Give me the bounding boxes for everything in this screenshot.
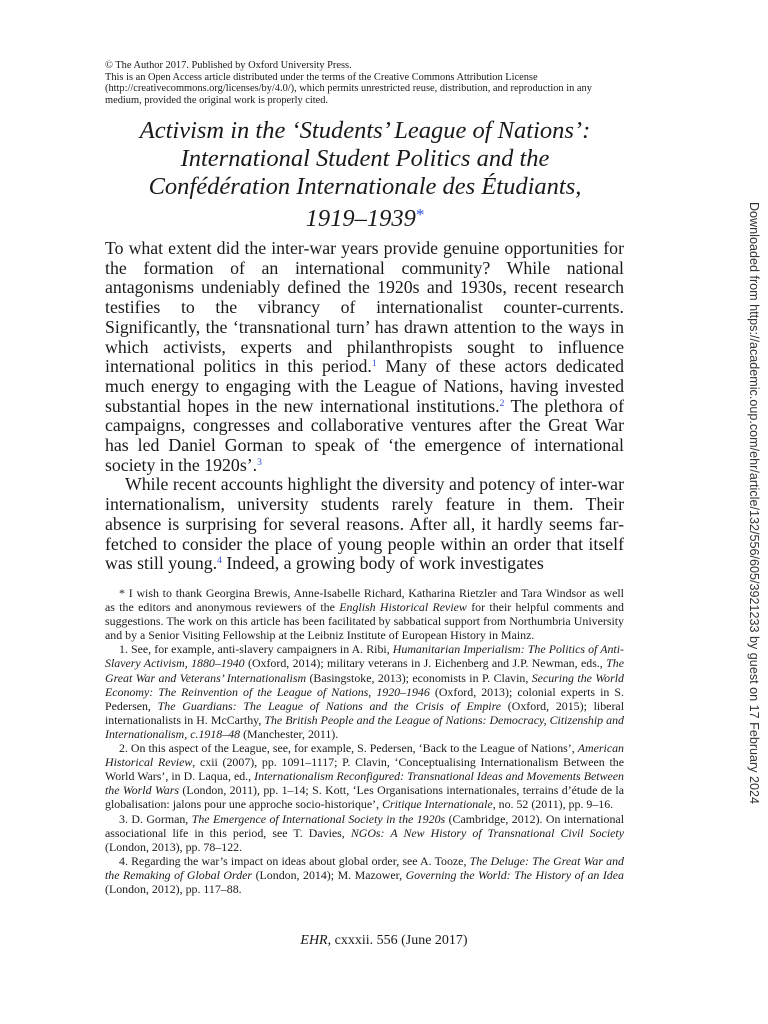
copyright-line: © The Author 2017. Published by Oxford University Press. [105, 60, 352, 71]
title-line-2: International Student Politics and the [180, 145, 550, 172]
title-line-1: Activism in the ‘Students’ League of Nations’: [139, 117, 591, 144]
license-text: This is an Open Access article distributed under the terms of the Creative Commons Attribution License (http://creativecommons.org/licenses/by/4.0/), which permits unrestricted reuse, distribution, and reproduction in any medium, provided the original work is properly cited. [105, 71, 592, 106]
footnote-ref-2[interactable]: 2 [499, 398, 505, 409]
article-body [105, 239, 624, 574]
body-text-segment: The plethora of campaigns, congresses and collaborative ventures after the Great War has led Daniel Gorman to speak of ‘the emergence of international society in the 1920s’. [105, 395, 624, 475]
download-note: Downloaded from https://academic.oup.com/ehr/article/132/556/605/3921233 by guest on 17 February 2024 [747, 201, 761, 805]
body-text-segment: To what extent did the inter-war years provide genuine opportunities for the formation of an international community? While national antagonisms undeniably defined the 1920s and 1930s, recent research testifies to the vibrancy of internationalist counter-currents. Significantly, the ‘transnational turn’ has drawn attention to the ways in which activists, experts and philanthropists sought to influence international politics in this period. [105, 238, 624, 377]
article-title [105, 117, 625, 233]
title-years: 1919–1939 [305, 205, 416, 232]
title-line-4 [105, 201, 625, 233]
page-footer [0, 933, 768, 949]
body-paragraph-2 [105, 475, 624, 574]
title-line-3: Confédération Internationale des Étudiants, [148, 173, 582, 200]
body-text-segment: Indeed, a growing body of work investigates [221, 553, 544, 574]
journal-abbrev: EHR [300, 933, 328, 948]
title-footnote-marker[interactable]: * [415, 205, 425, 224]
footnotes [105, 586, 624, 896]
download-watermark [744, 201, 764, 805]
issue-info: , cxxxii. 556 (June 2017) [327, 933, 468, 948]
footnote-2: 2. On this aspect of the League, see, for example, S. Pedersen, ‘Back to the League of Nations’, American Historical Review, cxii (2007), pp. 1091–1117; P. Clavin, ‘Conceptualising Internationalism Between the World Wars’, in D. Laqua, ed., Internationalism Reconfigured: Transnational Ideas and Movements Between the World Wars (London, 2011), pp. 1–14; S. Kott, ‘Les Organisations internationales, terrains d’étude de la globalisation: jalons pour une approche socio-historique’, Critique Internationale, no. 52 (2011), pp. 9–16. [105, 741, 624, 812]
footnote-acknowledgement: * I wish to thank Georgina Brewis, Anne-Isabelle Richard, Katharina Rietzler and Tara Windsor as well as the editors and anonymous reviewers of the English Historical Review for their helpful comments and suggestions. The work on this article has been facilitated by sabbatical support from Northumbria University and by a Senior Visiting Fellowship at the Leibniz Institute of European History in Mainz. [105, 586, 624, 643]
footnote-3: 3. D. Gorman, The Emergence of International Society in the 1920s (Cambridge, 2012). On international associational life in this period, see T. Davies, NGOs: A New History of Transnational Civil Society (London, 2013), pp. 78–122. [105, 811, 624, 854]
footnote-ref-1[interactable]: 1 [371, 359, 377, 370]
footnote-ref-4[interactable]: 4 [217, 556, 222, 567]
footnote-ref-3[interactable]: 3 [257, 457, 262, 468]
footnote-1: 1. See, for example, anti-slavery campaigners in A. Ribi, Humanitarian Imperialism: The Politics of Anti-Slavery Activism, 1880–1940 (Oxford, 2014); military veterans in J. Eichenberg and J.P. Newman, eds., The Great War and Veterans’ Internationalism (Basingstoke, 2013); economists in P. Clavin, Securing the World Economy: The Reinvention of the League of Nations, 1920–1946 (Oxford, 2013); colonial experts in S. Pedersen, The Guardians: The League of Nations and the Crisis of Empire (Oxford, 2015); liberal internationalists in H. McCarthy, The British People and the League of Nations: Democracy, Citizenship and Internationalism, c.1918–48 (Manchester, 2011). [105, 642, 625, 741]
body-text-segment: While recent accounts highlight the diversity and potency of inter-war internationalism, university students rarely feature in them. Their absence is surprising for several reasons. After all, it hardly seems far-fetched to consider the place of young people within an order that itself was still young. [105, 474, 624, 574]
body-text-segment: Many of these actors dedicated much energy to engaging with the League of Nations, having invested substantial hopes in the new international institutions. [105, 356, 625, 416]
copyright-notice [105, 60, 625, 106]
body-paragraph-1 [105, 239, 624, 475]
footnote-4: 4. Regarding the war’s impact on ideas about global order, see A. Tooze, The Deluge: The Great War and the Remaking of Global Order (London, 2014); M. Mazower, Governing the World: The History of an Idea (London, 2012), pp. 117–88. [105, 853, 624, 896]
